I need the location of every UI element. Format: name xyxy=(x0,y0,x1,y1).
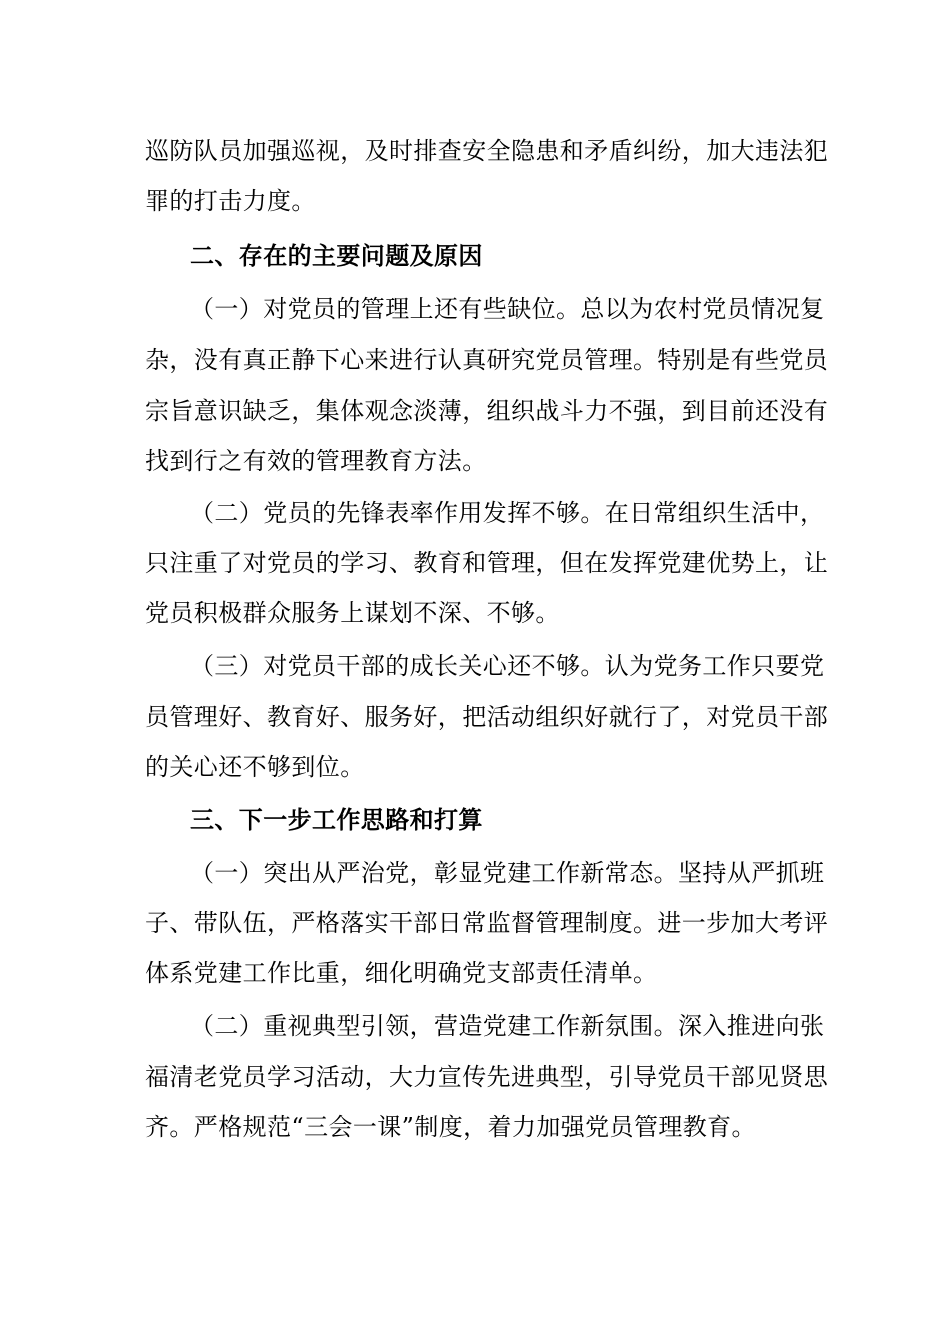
body-text-line: 的关心还不够到位。 xyxy=(145,753,365,781)
body-text-line: 罪的打击力度。 xyxy=(145,187,316,215)
body-text-line: （二）重视典型引领，营造党建工作新氛围。深入推进向张 xyxy=(190,1012,825,1040)
section-heading: 二、存在的主要问题及原因 xyxy=(190,241,483,270)
body-text-line: 齐。严格规范“三会一课”制度，着力加强党员管理教育。 xyxy=(145,1113,756,1141)
body-text-line: （二）党员的先锋表率作用发挥不够。在日常组织生活中， xyxy=(190,499,825,527)
body-text-line: 福清老党员学习活动，大力宣传先进典型，引导党员干部见贤思 xyxy=(145,1063,829,1091)
body-text-line: 杂，没有真正静下心来进行认真研究党员管理。特别是有些党员 xyxy=(145,346,829,374)
body-text-line: 宗旨意识缺乏，集体观念淡薄，组织战斗力不强，到目前还没有 xyxy=(145,397,829,425)
body-text-line: 巡防队员加强巡视，及时排查安全隐患和矛盾纠纷，加大违法犯 xyxy=(145,137,829,165)
body-text-line: 子、带队伍，严格落实干部日常监督管理制度。进一步加大考评 xyxy=(145,909,829,937)
body-text-line: 党员积极群众服务上谋划不深、不够。 xyxy=(145,599,560,627)
section-heading: 三、下一步工作思路和打算 xyxy=(190,805,483,834)
body-text-line: （一）突出从严治党，彰显党建工作新常态。坚持从严抓班 xyxy=(190,859,825,887)
body-text-line: （一）对党员的管理上还有些缺位。总以为农村党员情况复 xyxy=(190,295,825,323)
body-text-line: 体系党建工作比重，细化明确党支部责任清单。 xyxy=(145,959,658,987)
body-text-line: 找到行之有效的管理教育方法。 xyxy=(145,447,487,475)
body-text-line: 员管理好、教育好、服务好，把活动组织好就行了，对党员干部 xyxy=(145,703,829,731)
body-text-line: （三）对党员干部的成长关心还不够。认为党务工作只要党 xyxy=(190,652,825,680)
body-text-line: 只注重了对党员的学习、教育和管理，但在发挥党建优势上，让 xyxy=(145,549,829,577)
